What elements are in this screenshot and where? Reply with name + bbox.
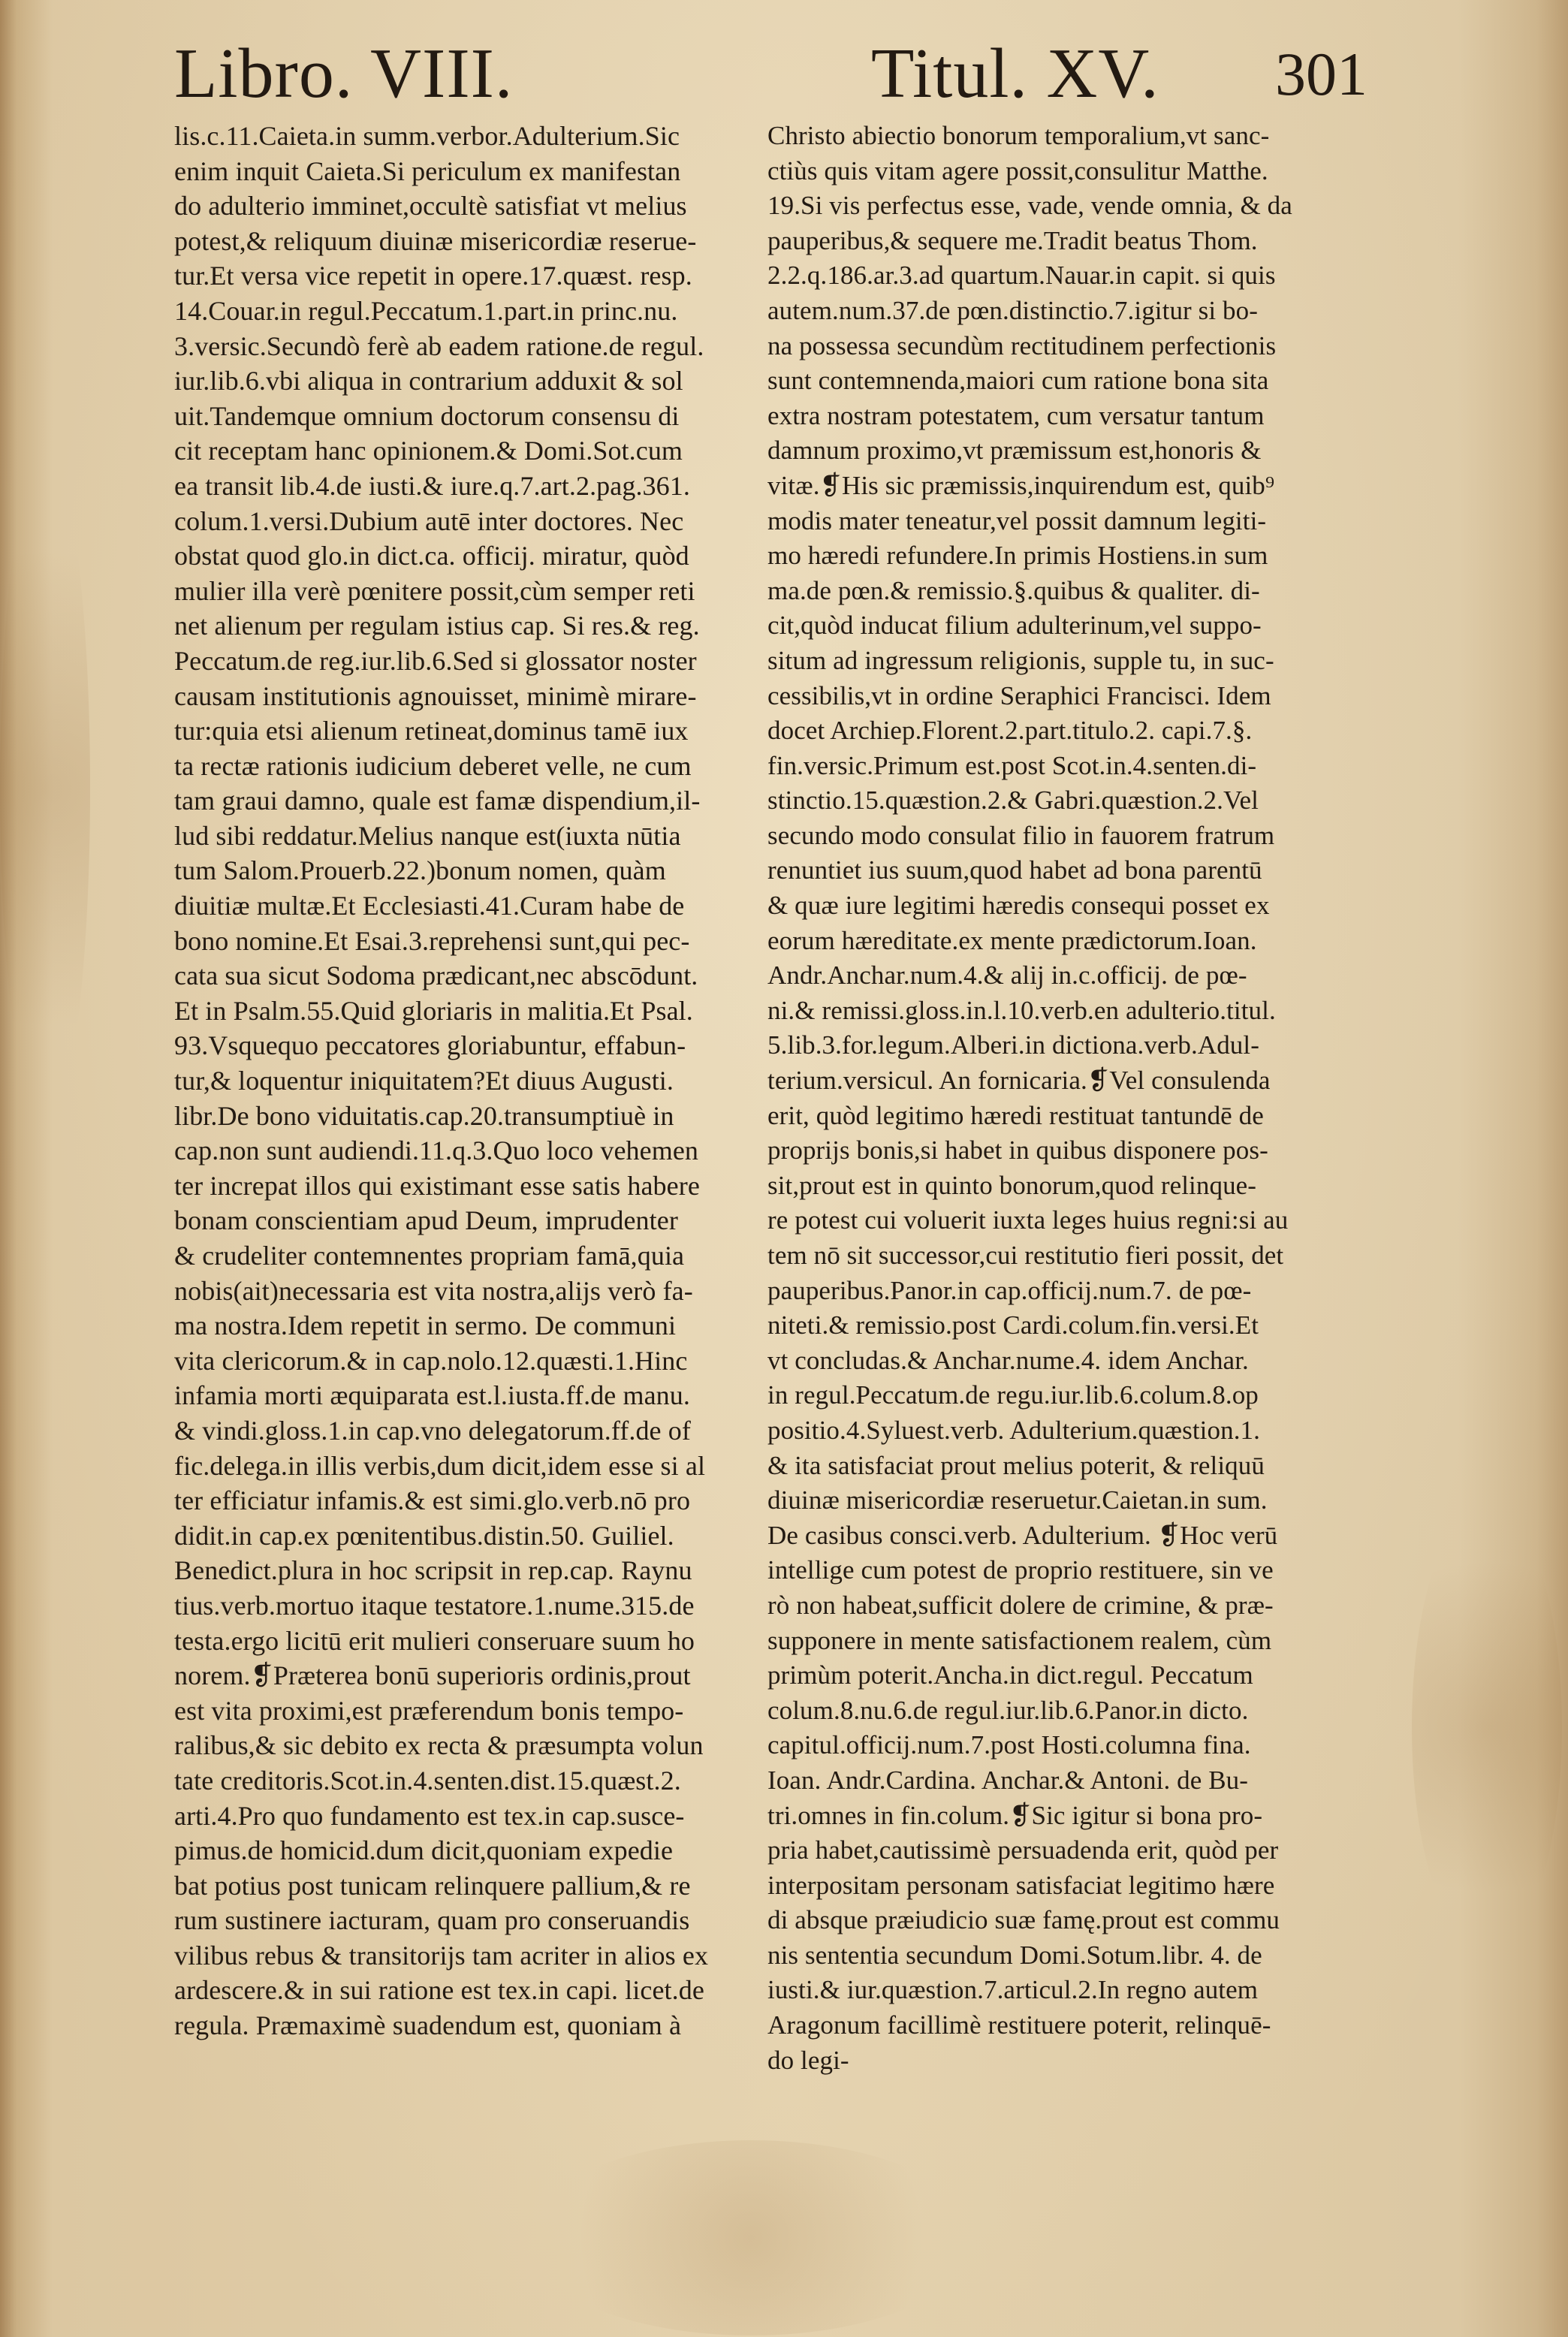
text-line: fic.delega.in illis verbis,dum dicit,idem esse si al (174, 1450, 706, 1481)
text-line: do adulterio imminet,occultè satisfiat vt melius (174, 191, 687, 222)
paper-stain (1412, 1502, 1562, 1953)
text-line: Ioan. Andr.Cardina. Anchar.& Antoni. de Bu- (767, 1765, 1249, 1795)
text-line: ni.& remissi.gloss.in.l.10.verb.en adulterio.titul. (767, 995, 1276, 1025)
text-line: intellige cum potest de proprio restituere, sin ve (767, 1555, 1274, 1585)
title-label: Titul. XV. (871, 35, 1159, 113)
text-line: Peccatum.de reg.iur.lib.6.Sed si glossator noster (174, 645, 697, 676)
text-line: didit.in cap.ex pœnitentibus.distin.50. Guiliel. (174, 1520, 674, 1551)
text-line: rum sustinere iacturam, quam pro conseruandis (174, 1905, 690, 1936)
text-line: eorum hæreditate.ex mente prædictorum.Ioan. (767, 925, 1257, 955)
text-line: testa.ergo licitū erit mulieri conseruare suum ho (174, 1625, 695, 1656)
text-line: 93.Vsquequo peccatores gloriabuntur, effabun- (174, 1030, 686, 1061)
text-line: libr.De bono viduitatis.cap.20.transumptiuè in (174, 1100, 674, 1131)
text-line: colum.1.versi.Dubium autē inter doctores. Nec (174, 505, 684, 536)
text-line: 2.2.q.186.ar.3.ad quartum.Nauar.in capit. si quis (767, 261, 1276, 291)
text-line: uit.Tandemque omnium doctorum consensu di (174, 400, 680, 431)
text-line: 14.Couar.in regul.Peccatum.1.part.in princ.nu. (174, 295, 678, 326)
text-line: situm ad ingressum religionis, supple tu, in suc- (767, 645, 1274, 675)
text-line: est vita proximi,est præferendum bonis tempo- (174, 1695, 684, 1726)
text-line: damnum proximo,vt præmissum est,honoris & (767, 436, 1262, 466)
text-line: cessibilis,vt in ordine Seraphici Francisci. Idem (767, 680, 1271, 710)
text-line: Benedict.plura in hoc scripsit in rep.cap. Raynu (174, 1555, 692, 1586)
text-line: norem.❡Præterea bonū superioris ordinis,prout (174, 1660, 691, 1691)
text-line: tate creditoris.Scot.in.4.senten.dist.15.quæst.2. (174, 1765, 681, 1796)
text-line: regula. Præmaximè suadendum est, quoniam à (174, 2010, 682, 2041)
text-line: & crudeliter contemnentes propriam famā,quia (174, 1241, 685, 1271)
text-line: ter efficiatur infamis.& est simi.glo.verb.nō pro (174, 1485, 691, 1516)
text-line: positio.4.Syluest.verb. Adulterium.quæstion.1. (767, 1415, 1260, 1445)
text-line: bono nomine.Et Esai.3.reprehensi sunt,qui pec- (174, 925, 690, 956)
text-line: interpositam personam satisfaciat legitimo hære (767, 1870, 1275, 1900)
paper-stain (526, 2140, 976, 2335)
text-line: causam institutionis agnouisset, minimè mirare- (174, 680, 697, 711)
text-line: extra nostram potestatem, cum versatur tantum (767, 400, 1265, 430)
text-line: 19.Si vis perfectus esse, vade, vende omnia, & da (767, 191, 1292, 221)
text-line: proprijs bonis,si habet in quibus disponere pos- (767, 1135, 1268, 1165)
text-line: vilibus rebus & transitorijs tam acriter in alios ex (174, 1940, 709, 1971)
text-line: mulier illa verè pœnitere possit,cùm semper reti (174, 575, 695, 606)
text-line: sit,prout est in quinto bonorum,quod relinque- (767, 1170, 1257, 1200)
text-line: colum.8.nu.6.de regul.iur.lib.6.Panor.in dicto. (767, 1695, 1249, 1725)
text-line: stinctio.15.quæstion.2.& Gabri.quæstion.2.Vel (767, 786, 1259, 816)
text-line: mo hæredi refundere.In primis Hostiens.in sum (767, 541, 1268, 571)
text-line: di absque præiudicio suæ famę.prout est commu (767, 1905, 1280, 1935)
text-line: arti.4.Pro quo fundamento est tex.in cap.susce- (174, 1800, 685, 1831)
text-line: potest,& reliquum diuinæ misericordiæ reserue- (174, 225, 697, 256)
text-line: ma.de pœn.& remissio.§.quibus & qualiter. di- (767, 575, 1260, 605)
text-line: capitul.officij.num.7.post Hosti.columna fina. (767, 1730, 1251, 1760)
text-line: 3.versic.Secundò ferè ab eadem ratione.de regul. (174, 330, 704, 361)
text-line: in regul.Peccatum.de regu.iur.lib.6.colum.8.op (767, 1380, 1259, 1410)
text-line: tius.verb.mortuo itaque testatore.1.nume.315.de (174, 1590, 695, 1621)
text-line: pimus.de homicid.dum dicit,quoniam expedie (174, 1835, 674, 1866)
text-line: De casibus consci.verb. Adulterium. ❡Hoc verū (767, 1520, 1278, 1550)
text-line: & quæ iure legitimi hæredis consequi posset ex (767, 891, 1270, 921)
text-line: secundo modo consulat filio in fauorem fratrum (767, 820, 1275, 850)
text-line: tur:quia etsi alienum retineat,dominus tamē iux (174, 716, 689, 746)
left-text-column (174, 119, 745, 2043)
text-line: vt concludas.& Anchar.nume.4. idem Anchar. (767, 1345, 1249, 1375)
text-line: & ita satisfaciat prout melius poterit, & reliquū (767, 1450, 1265, 1480)
text-line: erit, quòd legitimo hæredi restituat tantundē de (767, 1100, 1264, 1130)
text-line: bat potius post tunicam relinquere pallium,& re (174, 1870, 691, 1901)
text-line: docet Archiep.Florent.2.part.titulo.2. capi.7.§. (767, 716, 1253, 746)
text-line: ta rectæ rationis iudicium deberet velle, ne cum (174, 750, 692, 781)
paper-stain (0, 451, 90, 1126)
text-line: Andr.Anchar.num.4.& alij in.c.officij. de pœ- (767, 960, 1247, 991)
text-line: niteti.& remissio.post Cardi.colum.fin.versi.Et (767, 1310, 1259, 1340)
text-line: pria habet,cautissimè persuadenda erit, quòd per (767, 1835, 1279, 1865)
text-line: Aragonum facillimè restituere poterit, relinquē- (767, 2010, 1271, 2040)
text-line: rò non habeat,sufficit dolere de crimine, & præ- (767, 1590, 1274, 1620)
text-line: nis sententia secundum Domi.Sotum.libr. 4. de (767, 1940, 1262, 1970)
text-line: ma nostra.Idem repetit in sermo. De communi (174, 1310, 677, 1341)
right-text-column (767, 119, 1406, 2078)
text-line: 5.lib.3.for.legum.Alberi.in dictiona.verb.Adul- (767, 1030, 1259, 1060)
text-line: na possessa secundùm rectitudinem perfectionis (767, 330, 1277, 360)
text-line: autem.num.37.de pœn.distinctio.7.igitur si bo- (767, 295, 1259, 325)
text-line: pauperibus,& sequere me.Tradit beatus Thom. (767, 225, 1258, 255)
text-line: lud sibi reddatur.Melius nanque est(iuxta nūtia (174, 820, 681, 851)
text-line: iur.lib.6.vbi aliqua in contrarium adduxit & sol (174, 366, 683, 397)
text-line: ea transit lib.4.de iusti.& iure.q.7.art.2.pag.361. (174, 470, 690, 501)
text-line: modis mater teneatur,vel possit damnum legiti- (767, 505, 1267, 535)
text-line: enim inquit Caieta.Si periculum ex manifestan (174, 155, 681, 186)
text-line: cata sua sicut Sodoma prædicant,nec abscōdunt. (174, 960, 698, 991)
text-line: ardescere.& in sui ratione est tex.in capi. licet.de (174, 1975, 704, 2006)
running-head (0, 23, 1568, 113)
text-line: primùm poterit.Ancha.in dict.regul. Peccatum (767, 1660, 1253, 1690)
text-line: pauperibus.Panor.in cap.officij.num.7. de pœ- (767, 1275, 1252, 1305)
text-line: bonam conscientiam apud Deum, imprudenter (174, 1205, 678, 1236)
text-line: tri.omnes in fin.colum.❡Sic igitur si bona pro- (767, 1800, 1263, 1830)
text-line: infamia morti æquiparata est.l.iusta.ff.de manu. (174, 1380, 690, 1411)
text-line: cap.non sunt audiendi.11.q.3.Quo loco vehemen (174, 1135, 699, 1166)
page-number: 301 (1275, 40, 1367, 108)
text-line: diuinæ misericordiæ reseruetur.Caietan.in sum. (767, 1485, 1268, 1515)
text-line: obstat quod glo.in dict.ca. officij. miratur, quòd (174, 541, 689, 571)
text-line: Christo abiectio bonorum temporalium,vt sanc- (767, 121, 1270, 150)
text-line: iusti.& iur.quæstion.7.articul.2.In regno autem (767, 1975, 1259, 2005)
text-line: ralibus,& sic debito ex recta & præsumpta volun (174, 1730, 704, 1761)
text-line: lis.c.11.Caieta.in summ.verbor.Adulterium.Sic (174, 121, 680, 151)
text-line: tum Salom.Prouerb.22.)bonum nomen, quàm (174, 855, 666, 886)
book-label: Libro. VIII. (174, 35, 514, 113)
text-line: tur,& loquentur iniquitatem?Et diuus Augusti. (174, 1066, 674, 1096)
text-line: tam graui damno, quale est famæ dispendium,il- (174, 786, 701, 816)
text-line: net alienum per regulam istius cap. Si res.& reg. (174, 611, 700, 641)
text-line: re potest cui voluerit iuxta leges huius regni:si au (767, 1205, 1289, 1235)
text-line: nobis(ait)necessaria est vita nostra,alijs verò fa- (174, 1275, 693, 1306)
text-line: ctiùs quis vitam agere possit,consulitur Matthe. (767, 155, 1268, 185)
text-line: Et in Psalm.55.Quid gloriaris in malitia.Et Psal. (174, 995, 693, 1026)
text-line: do legi- (767, 2045, 849, 2075)
text-line: diuitiæ multæ.Et Ecclesiasti.41.Curam habe de (174, 891, 685, 921)
text-line: vitæ.❡His sic præmissis,inquirendum est, quib⁹ (767, 470, 1275, 500)
text-line: terium.versicul. An fornicaria.❡Vel consulenda (767, 1066, 1271, 1096)
text-line: fin.versic.Primum est.post Scot.in.4.senten.di- (767, 750, 1257, 780)
text-line: & vindi.gloss.1.in cap.vno delegatorum.ff.de of (174, 1415, 691, 1446)
text-line: renuntiet ius suum,quod habet ad bona parentū (767, 855, 1262, 885)
text-line: sunt contemnenda,maiori cum ratione bona sita (767, 366, 1269, 396)
text-line: vita clericorum.& in cap.nolo.12.quæsti.1.Hinc (174, 1345, 688, 1376)
text-line: cit receptam hanc opinionem.& Domi.Sot.cum (174, 436, 683, 466)
text-line: tur.Et versa vice repetit in opere.17.quæst. resp. (174, 261, 692, 291)
text-line: tem nō sit successor,cui restitutio fieri possit, det (767, 1241, 1284, 1270)
text-line: supponere in mente satisfactionem realem, cùm (767, 1625, 1272, 1655)
text-line: cit,quòd inducat filium adulterinum,vel suppo- (767, 611, 1262, 641)
text-line: ter increpat illos qui existimant esse satis habere (174, 1170, 700, 1201)
